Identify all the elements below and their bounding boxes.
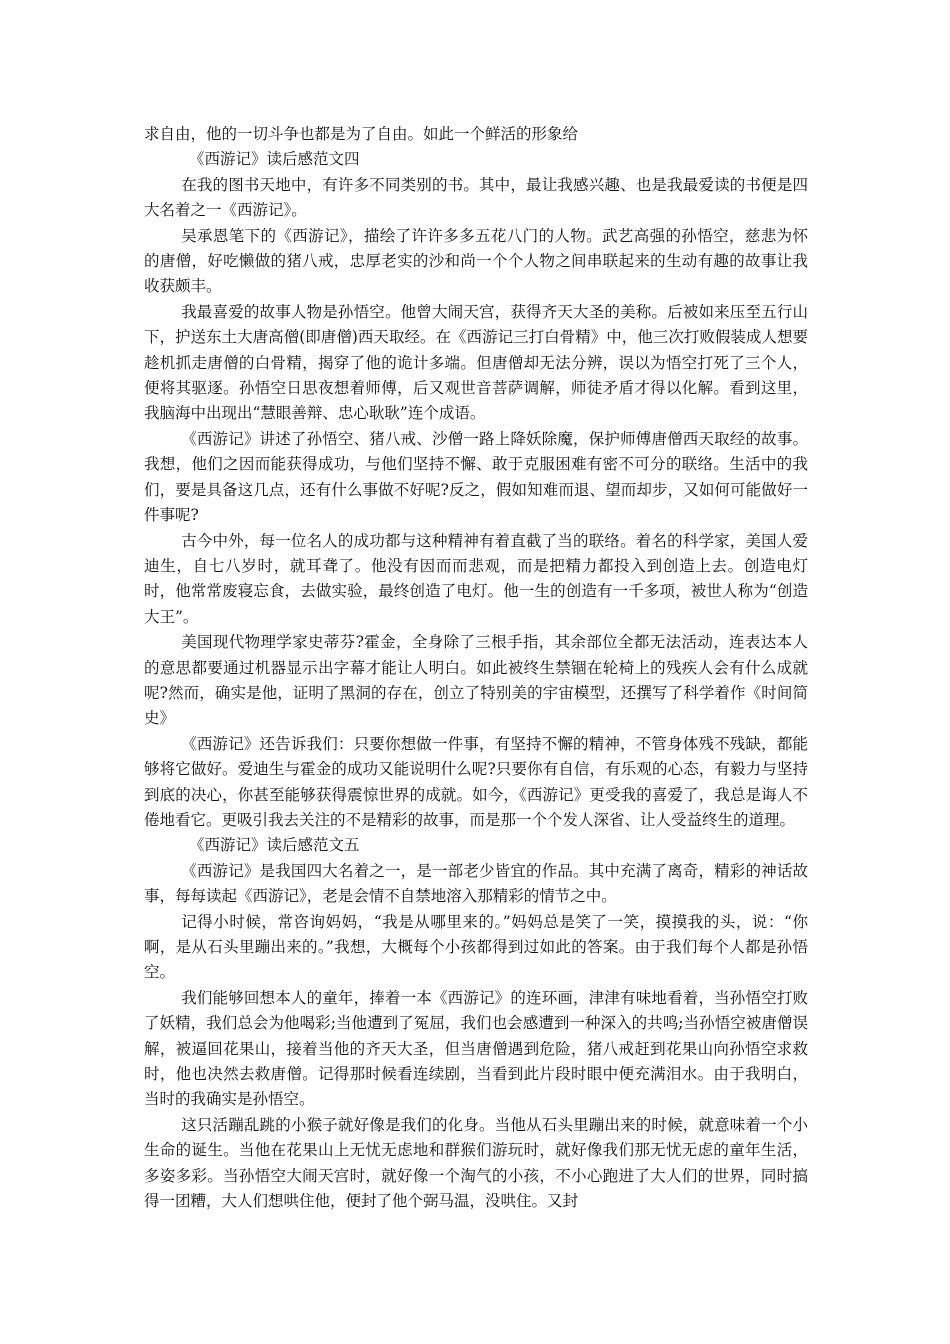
body-paragraph: 这只活蹦乱跳的小猴子就好像是我们的化身。当他从石头里蹦出来的时候，就意味着一个小生命的诞生。当他在花果山上无忧无虑地和群猴们游玩时，就好像我们那无忧无虑的童年生活，多姿多彩。当孙悟空大闹天宫时，就好像一个淘气的小孩，不小心跑进了大人们的世界，同时搞得一团糟，大人们想哄住他，便封了他个弼马温，没哄住。又封	[144, 1115, 808, 1211]
body-paragraph: 吴承恩笔下的《西游记》，描绘了许许多多五花八门的人物。武艺高强的孙悟空，慈悲为怀的唐僧，好吃懒做的猪八戒，忠厚老实的沙和尚一个个人物之间串联起来的生动有趣的故事让我收获颇丰。	[144, 226, 808, 296]
continuation-paragraph: 求自由，他的一切斗争也都是为了自由。如此一个鲜活的形象给	[144, 125, 579, 143]
body-paragraph: 古今中外，每一位名人的成功都与这种精神有着直截了当的联络。着名的科学家，美国人爱迪生，自七八岁时，就耳聋了。他没有因而而悲观，而是把精力都投入到创造上去。创造电灯时，他常常废寝忘食，去做实验，最终创造了电灯。他一生的创造有一千多项，被世人称为“创造大王”。	[144, 531, 808, 626]
body-paragraph: 《西游记》还告诉我们：只要你想做一件事，有坚持不懈的精神，不管身体残不残缺，都能够将它做好。爱迪生与霍金的成功又能说明什么呢?只要你有自信，有乐观的心态，有毅力与坚持到底的决心，你甚至能够获得震惊世界的成就。如今，《西游记》更受我的喜爱了，我总是诲人不倦地看它。更吸引我去关注的不是精彩的故事，而是那一个个发人深省、让人受益终生的道理。	[144, 734, 808, 829]
section-heading-essay-four: 《西游记》读后感范文四	[188, 150, 360, 169]
body-paragraph: 我们能够回想本人的童年，捧着一本《西游记》的连环画，津津有味地看着，当孙悟空打败了妖精，我们总会为他喝彩;当他遭到了冤屈，我们也会感遭到一种深入的共鸣;当孙悟空被唐僧误解，被逼回花果山，接着当他的齐天大圣，但当唐僧遇到危险，猪八戒赶到花果山向孙悟空求救时，他也决然去救唐僧。记得那时候看连续剧，当看到此片段时眼中便充满泪水。由于我明白，当时的我确实是孙悟空。	[144, 988, 808, 1109]
body-paragraph: 记得小时候，常咨询妈妈，“我是从哪里来的。”妈妈总是笑了一笑，摸摸我的头，说：“你啊，是从石头里蹦出来的。”我想，大概每个小孩都得到过如此的答案。由于我们每个人都是孙悟空。	[144, 912, 808, 982]
body-paragraph: 《西游记》是我国四大名着之一，是一部老少皆宜的作品。其中充满了离奇，精彩的神话故事，每每读起《西游记》，老是会情不自禁地溶入那精彩的情节之中。	[144, 861, 808, 906]
section-heading-essay-five: 《西游记》读后感范文五	[188, 836, 360, 855]
body-paragraph: 在我的图书天地中，有许多不同类别的书。其中，最让我感兴趣、也是我最爱读的书便是四大名着之一《西游记》。	[144, 175, 808, 220]
body-paragraph: 《西游记》讲述了孙悟空、猪八戒、沙僧一路上降妖除魔，保护师傅唐僧西天取经的故事。我想，他们之因而能获得成功，与他们坚持不懈、敢于克服困难有密不可分的联络。生活中的我们，要是具备这几点，还有什么事做不好呢?反之，假如知难而退、望而却步，又如何可能做好一件事呢?	[144, 429, 808, 525]
body-paragraph: 我最喜爱的故事人物是孙悟空。他曾大闹天宫，获得齐天大圣的美称。后被如来压至五行山下，护送东土大唐高僧(即唐僧)西天取经。在《西游记三打白骨精》中，他三次打败假装成人想要趁机抓走唐僧的白骨精，揭穿了他的诡计多端。但唐僧却无法分辨，误以为悟空打死了三个人，便将其驱逐。孙悟空日思夜想着师傅，后又观世音菩萨调解，师徒矛盾才得以化解。看到这里，我脑海中出现出“慧眼善辩、忠心耿耿”连个成语。	[144, 302, 808, 423]
document-body	[144, 122, 808, 1214]
body-paragraph: 美国现代物理学家史蒂芬?霍金，全身除了三根手指，其余部位全都无法活动，连表达本人的意思都要通过机器显示出字幕才能让人明白。如此被终生禁锢在轮椅上的残疾人会有什么成就呢?然而，确实是他，证明了黑洞的存在，创立了特别美的宇宙模型，还撰写了科学着作《时间简史》	[144, 633, 808, 728]
